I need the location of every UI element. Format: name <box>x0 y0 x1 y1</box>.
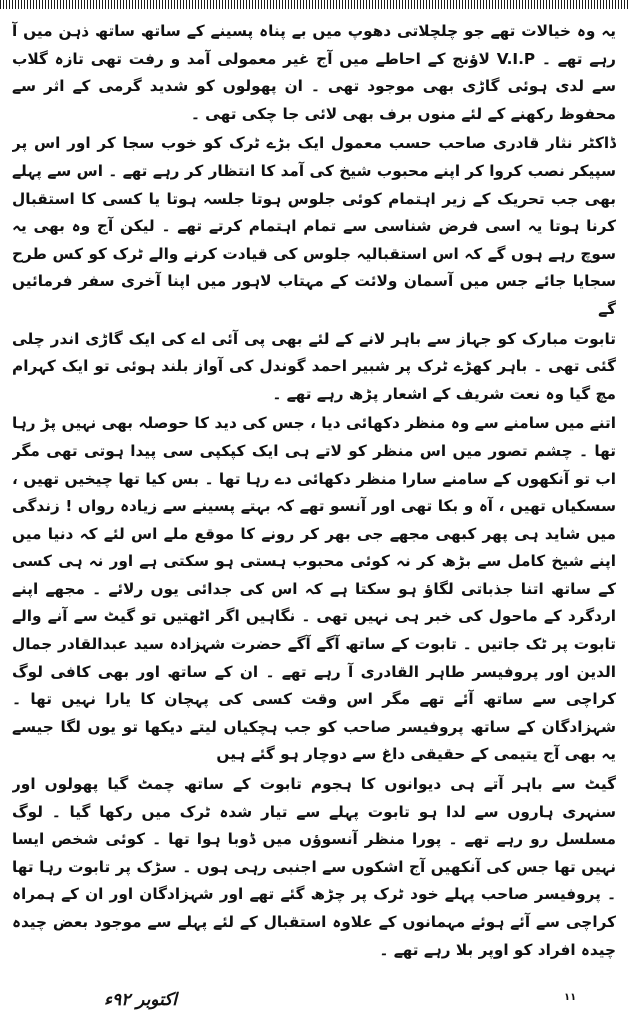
page-footer <box>0 982 630 1016</box>
paragraph: یہ وہ خیالات تھے جو چلچلاتی دھوپ میں بے پناہ پسینے کے ساتھ ساتھ ذہن میں آ رہے تھے ۔ V.I.P لاؤنج کے احاطے میں آج غیر معمولی آمد و رفت تھی تازہ گلاب سے لدی ہوئی گاڑی بھی موجود تھی ۔ ان پھولوں کو شدید گرمی کے اثر سے محفوظ رکھنے کے لئے منوں برف بھی لائی جا چکی تھی ۔ <box>12 22 616 123</box>
page-number: ۱۱ <box>564 992 577 1003</box>
article-text <box>12 18 616 978</box>
issue-date: اکتوبر ۹۲ء <box>104 990 178 1010</box>
paragraph: ڈاکٹر نثار قادری صاحب حسب معمول ایک بڑے ٹرک کو خوب سجا کر اور اس پر سپیکر نصب کروا کر اپنے محبوب شیخ کی آمد کا انتظار کر رہے تھے ۔ اس سے پہلے بھی جب تحریک کے زیر اہتمام کوئی جلوس ہوتا جلسہ ہوتا یا کسی کا استقبال کرنا ہوتا یہ اسی فرض شناسی سے تمام اہتمام کرتے تھے ۔ لیکن آج وہ بھی یہ سوچ رہے ہوں گے کہ اس استقبالیہ جلوس کی قیادت کرنے والے ٹرک کو کس طرح سجایا جائے جس میں آسمان ولائت کے مہتاب لاہور میں اپنا آخری سفر فرمائیں گے <box>12 134 616 318</box>
paragraph: تابوت مبارک کو جہاز سے باہر لانے کے لئے بھی پی آئی اے کی ایک گاڑی اندر چلی گئی تھی ۔ باہر کھڑے ٹرک پر شبیر احمد گوندل کی آواز بلند ہوئی تو ایک کہرام مچ گیا وہ نعت شریف کے اشعار پڑھ رہے تھے ۔ <box>12 329 616 403</box>
paragraph: گیٹ سے باہر آتے ہی دیوانوں کا ہجوم تابوت کے ساتھ چمٹ گیا پھولوں اور سنہری ہاروں سے لدا ہو تابوت پہلے سے تیار شدہ ٹرک میں رکھا گیا ۔ لوگ مسلسل رو رہے تھے ۔ پورا منظر آنسوؤں میں ڈوبا ہوا تھا ۔ کوئی شخص ایسا نہیں تھا جس کی آنکھیں آج اشکوں سے اجنبی رہی ہوں ۔ سڑک پر تابوت رہا تھا ۔ پروفیسر صاحب پہلے خود ٹرک پر چڑھ گئے تھے اور شہزادگان اور ان کے ہمراہ کراچی سے آئے ہوئے مہمانوں کے علاوہ استقبال کے لئے پہلے سے موجود بعض چیدہ چیدہ افراد کو اوپر بلا رہے تھے ۔ <box>12 775 616 959</box>
paragraph: اتنے میں سامنے سے وہ منظر دکھائی دیا ، جس کی دید کا حوصلہ بھی نہیں پڑ رہا تھا ۔ چشم تصور میں اس منظر کو لاتے ہی ایک کپکپی سی پیدا ہوتی تھی مگر اب تو آنکھوں کے سامنے سارا منظر دکھائی دے رہا تھا ۔ بس کیا تھا چیخیں تھیں ، سسکیاں تھیں ، آہ و بکا تھی اور آنسو تھے کہ بہتے پسینے سے زیادہ رواں ! زندگی میں شاید ہی پھر کبھی مجھے جی بھر کر رونے کا موقع ملے اس لئے کہ دنیا میں اپنے شیخ کامل سے بڑھ کر نہ کوئی محبوب ہستی ہو سکتی ہے اور نہ ہی کسی کے ساتھ اتنا جذباتی لگاؤ ہو سکتا ہے کہ اس کی جدائی یوں رلائے ۔ مجھے اپنے اردگرد کے ماحول کی خبر ہی نہیں تھی ۔ نگاہیں اگر اٹھتیں تو گیٹ سے آنے والے تابوت پر ٹک جاتیں ۔ تابوت کے ساتھ آگے آگے حضرت شہزادہ سید عبدالقادر جمال الدین اور پروفیسر طاہر القادری آ رہے تھے ۔ ان کے ساتھ اور بھی کافی لوگ کراچی سے ساتھ آئے تھے مگر اس وقت کسی کی پہچان کا یارا نہیں تھا ۔ شہزادگان کے ساتھ پروفیسر صاحب کو جب ہچکیاں لیتے دیکھا تو یوں لگا جیسے یہ بھی آج یتیمی کے حقیقی داغ سے دوچار ہو گئے ہیں <box>12 414 616 764</box>
top-border-rule <box>0 0 630 9</box>
